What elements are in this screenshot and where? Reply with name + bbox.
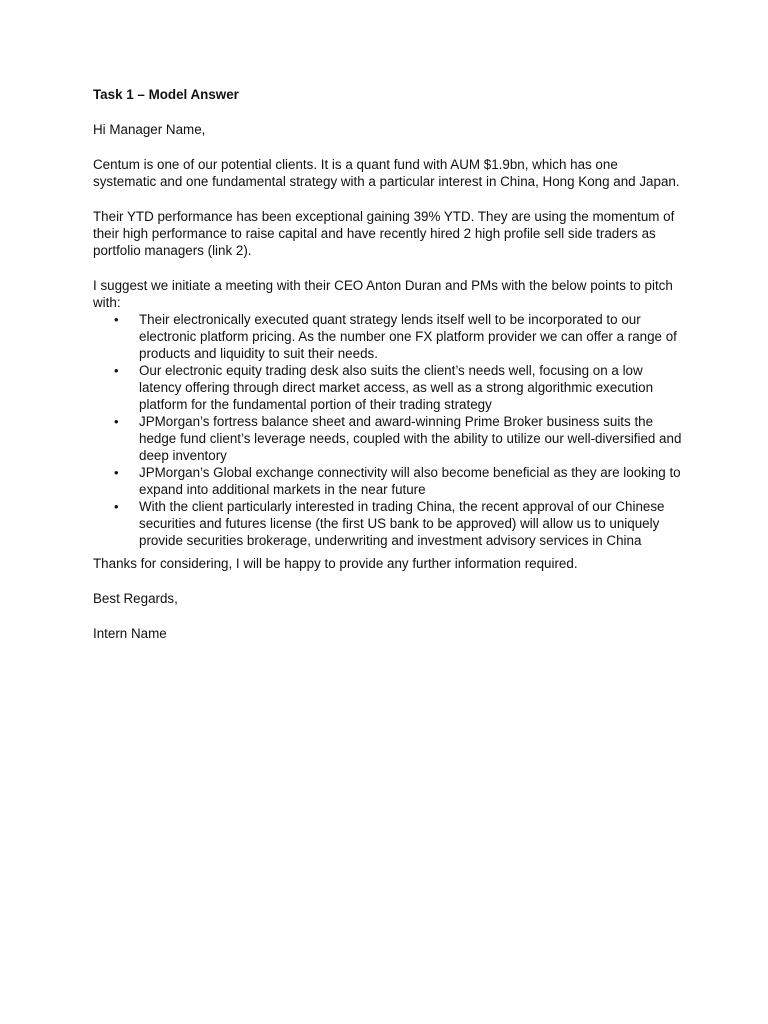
list-item-text: JPMorgan’s Global exchange connectivity will also become beneficial as they are looking to expand into additional markets in the near future [139, 465, 681, 497]
list-item-text: With the client particularly interested in trading China, the recent approval of our Chinese securities and futures license (the first US bank to be approved) will allow us to uniquely provide securities brokerage, underwriting and investment advisory services in China [139, 499, 665, 548]
list-item-text: Our electronic equity trading desk also suits the client’s needs well, focusing on a low latency offering through direct market access, as well as a strong algorithmic execution platform for the fundamental portion of their trading strategy [139, 363, 654, 412]
bullet-icon: • [114, 414, 119, 429]
signature: Intern Name [93, 626, 167, 641]
bullet-icon: • [114, 499, 119, 514]
document-page [93, 86, 683, 660]
paragraph-performance: Their YTD performance has been exceptional gaining 39% YTD. They are using the momentum of their high performance to raise capital and have recently hired 2 high profile sell side traders as portfolio managers (link 2). [93, 209, 675, 258]
paragraph-meeting-suggestion: I suggest we initiate a meeting with their CEO Anton Duran and PMs with the below points to pitch with: [93, 278, 673, 310]
list-item [93, 413, 683, 464]
greeting: Hi Manager Name, [93, 122, 206, 137]
bullet-icon: • [114, 465, 119, 480]
pitch-points-list [93, 311, 683, 549]
list-item [93, 311, 683, 362]
closing-line: Thanks for considering, I will be happy to provide any further information required. [93, 556, 578, 571]
document-title: Task 1 – Model Answer [93, 87, 239, 102]
list-item [93, 362, 683, 413]
list-item-text: JPMorgan’s fortress balance sheet and award-winning Prime Broker business suits the hedge fund client’s leverage needs, coupled with the ability to utilize our well-diversified and deep inventory [139, 414, 682, 463]
bullet-icon: • [114, 363, 119, 378]
bullet-icon: • [114, 312, 119, 327]
list-item [93, 464, 683, 498]
paragraph-client-overview: Centum is one of our potential clients. It is a quant fund with AUM $1.9bn, which has one systematic and one fundamental strategy with a particular interest in China, Hong Kong and Japan. [93, 157, 680, 189]
list-item [93, 498, 683, 549]
list-item-text: Their electronically executed quant strategy lends itself well to be incorporated to our electronic platform pricing. As the number one FX platform provider we can offer a range of products and liquidity to suit their needs. [139, 312, 677, 361]
sign-off: Best Regards, [93, 591, 178, 606]
